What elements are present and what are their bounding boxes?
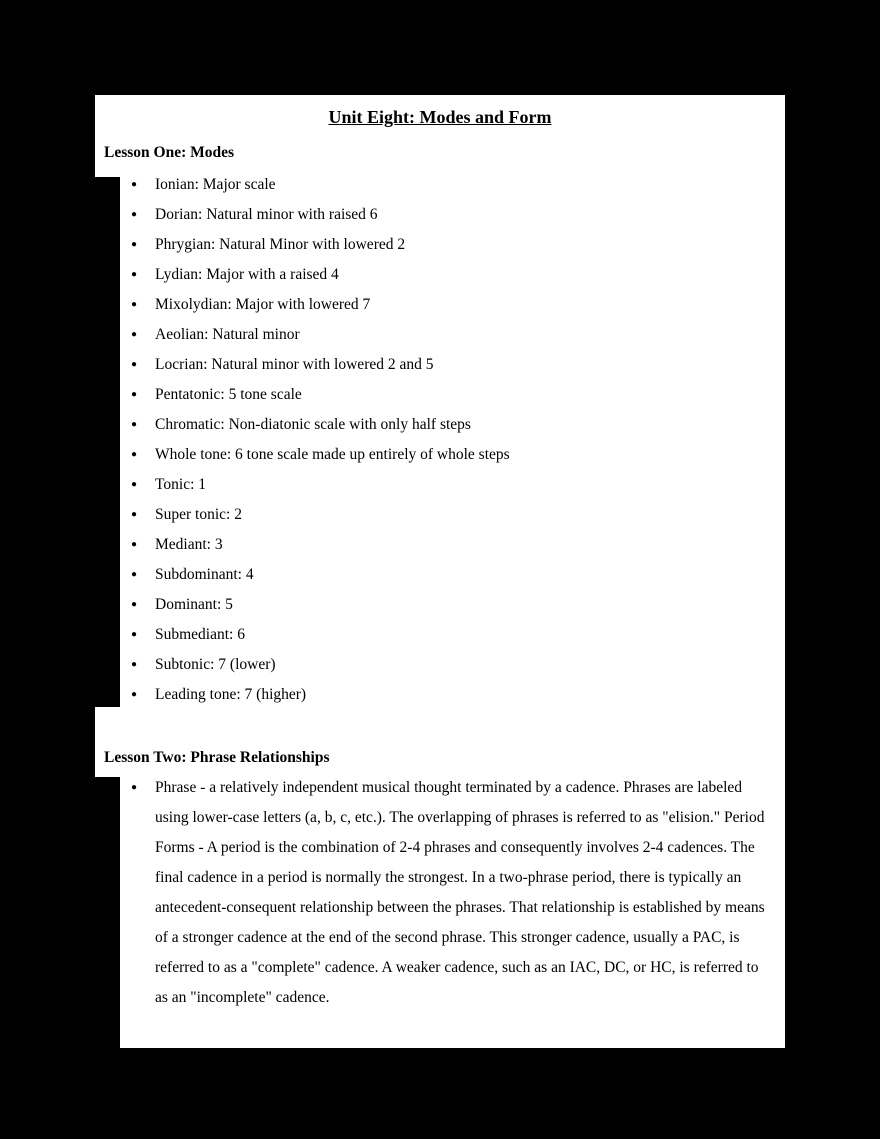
list-item bbox=[95, 470, 785, 500]
list-item-text: Super tonic: 2 bbox=[155, 506, 242, 523]
bullet-icon: ● bbox=[131, 329, 138, 340]
list-item bbox=[95, 650, 785, 680]
list-item bbox=[95, 680, 785, 710]
bullet-icon: ● bbox=[131, 389, 138, 400]
bullet-icon: ● bbox=[131, 599, 138, 610]
list-item bbox=[95, 290, 785, 320]
list-item bbox=[95, 230, 785, 260]
list-item-text: Chromatic: Non-diatonic scale with only half steps bbox=[155, 416, 471, 433]
list-item bbox=[95, 620, 785, 650]
list-item-text: Dominant: 5 bbox=[155, 596, 233, 613]
list-item-text: Phrygian: Natural Minor with lowered 2 bbox=[155, 236, 406, 253]
document-content bbox=[95, 95, 785, 1013]
list-item bbox=[95, 320, 785, 350]
bullet-icon: ● bbox=[131, 539, 138, 550]
list-item-text: Tonic: 1 bbox=[155, 476, 207, 493]
phrase-paragraph: Phrase - a relatively independent musical thought terminated by a cadence. Phrases are labeled using lower-case letters (a, b, c, etc.). The overlapping of phrases is referred to as "elision." Period Forms - A period is the combination of 2-4 phrases and consequently involves 2-4 cadences. The final cadence in a period is normally the strongest. In a two-phrase period, there is typically an antecedent-consequent relationship between the phrases. That relationship is established by means of a stronger cadence at the end of the second phrase. This stronger cadence, usually a PAC, is referred to as a "complete" cadence. A weaker cadence, such as an IAC, DC, or HC, is referred to as an "incomplete" cadence. bbox=[155, 779, 765, 1006]
list-item bbox=[95, 170, 785, 200]
list-item bbox=[95, 440, 785, 470]
list-item-text: Submediant: 6 bbox=[155, 626, 245, 643]
list-item bbox=[95, 260, 785, 290]
list-item-text: Subdominant: 4 bbox=[155, 566, 254, 583]
bullet-icon: ● bbox=[131, 659, 138, 670]
list-item-text: Ionian: Major scale bbox=[155, 176, 276, 193]
page-title: Unit Eight: Modes and Form bbox=[328, 107, 552, 127]
bullet-icon: ● bbox=[131, 179, 138, 190]
bullet-icon: ● bbox=[131, 629, 138, 640]
lesson-one-heading: Lesson One: Modes bbox=[104, 144, 235, 161]
list-item bbox=[95, 380, 785, 410]
list-item-text: Locrian: Natural minor with lowered 2 and 5 bbox=[155, 356, 434, 373]
list-item bbox=[95, 590, 785, 620]
list-item-text: Lydian: Major with a raised 4 bbox=[155, 266, 339, 283]
list-item-text: Mixolydian: Major with lowered 7 bbox=[155, 296, 371, 313]
bullet-icon: ● bbox=[131, 359, 138, 370]
list-item-text: Subtonic: 7 (lower) bbox=[155, 656, 276, 673]
modes-list bbox=[95, 170, 785, 710]
list-item-text: Aeolian: Natural minor bbox=[155, 326, 300, 343]
bullet-icon: ● bbox=[131, 239, 138, 250]
list-item bbox=[95, 350, 785, 380]
list-item bbox=[95, 530, 785, 560]
bullet-icon: ● bbox=[131, 782, 138, 793]
list-item bbox=[95, 200, 785, 230]
list-item bbox=[95, 500, 785, 530]
list-item bbox=[95, 410, 785, 440]
list-item-text: Dorian: Natural minor with raised 6 bbox=[155, 206, 378, 223]
list-item-text: Pentatonic: 5 tone scale bbox=[155, 386, 302, 403]
list-item-text: Whole tone: 6 tone scale made up entirely of whole steps bbox=[155, 446, 510, 463]
phrase-list-item bbox=[95, 773, 785, 1013]
bullet-icon: ● bbox=[131, 299, 138, 310]
bullet-icon: ● bbox=[131, 479, 138, 490]
bullet-icon: ● bbox=[131, 689, 138, 700]
bullet-icon: ● bbox=[131, 209, 138, 220]
bullet-icon: ● bbox=[131, 269, 138, 280]
list-item-text: Leading tone: 7 (higher) bbox=[155, 686, 307, 703]
bullet-icon: ● bbox=[131, 449, 138, 460]
list-item bbox=[95, 560, 785, 590]
lesson-two-heading: Lesson Two: Phrase Relationships bbox=[104, 749, 330, 766]
list-item-text: Mediant: 3 bbox=[155, 536, 223, 553]
bullet-icon: ● bbox=[131, 569, 138, 580]
bullet-icon: ● bbox=[131, 419, 138, 430]
bullet-icon: ● bbox=[131, 509, 138, 520]
